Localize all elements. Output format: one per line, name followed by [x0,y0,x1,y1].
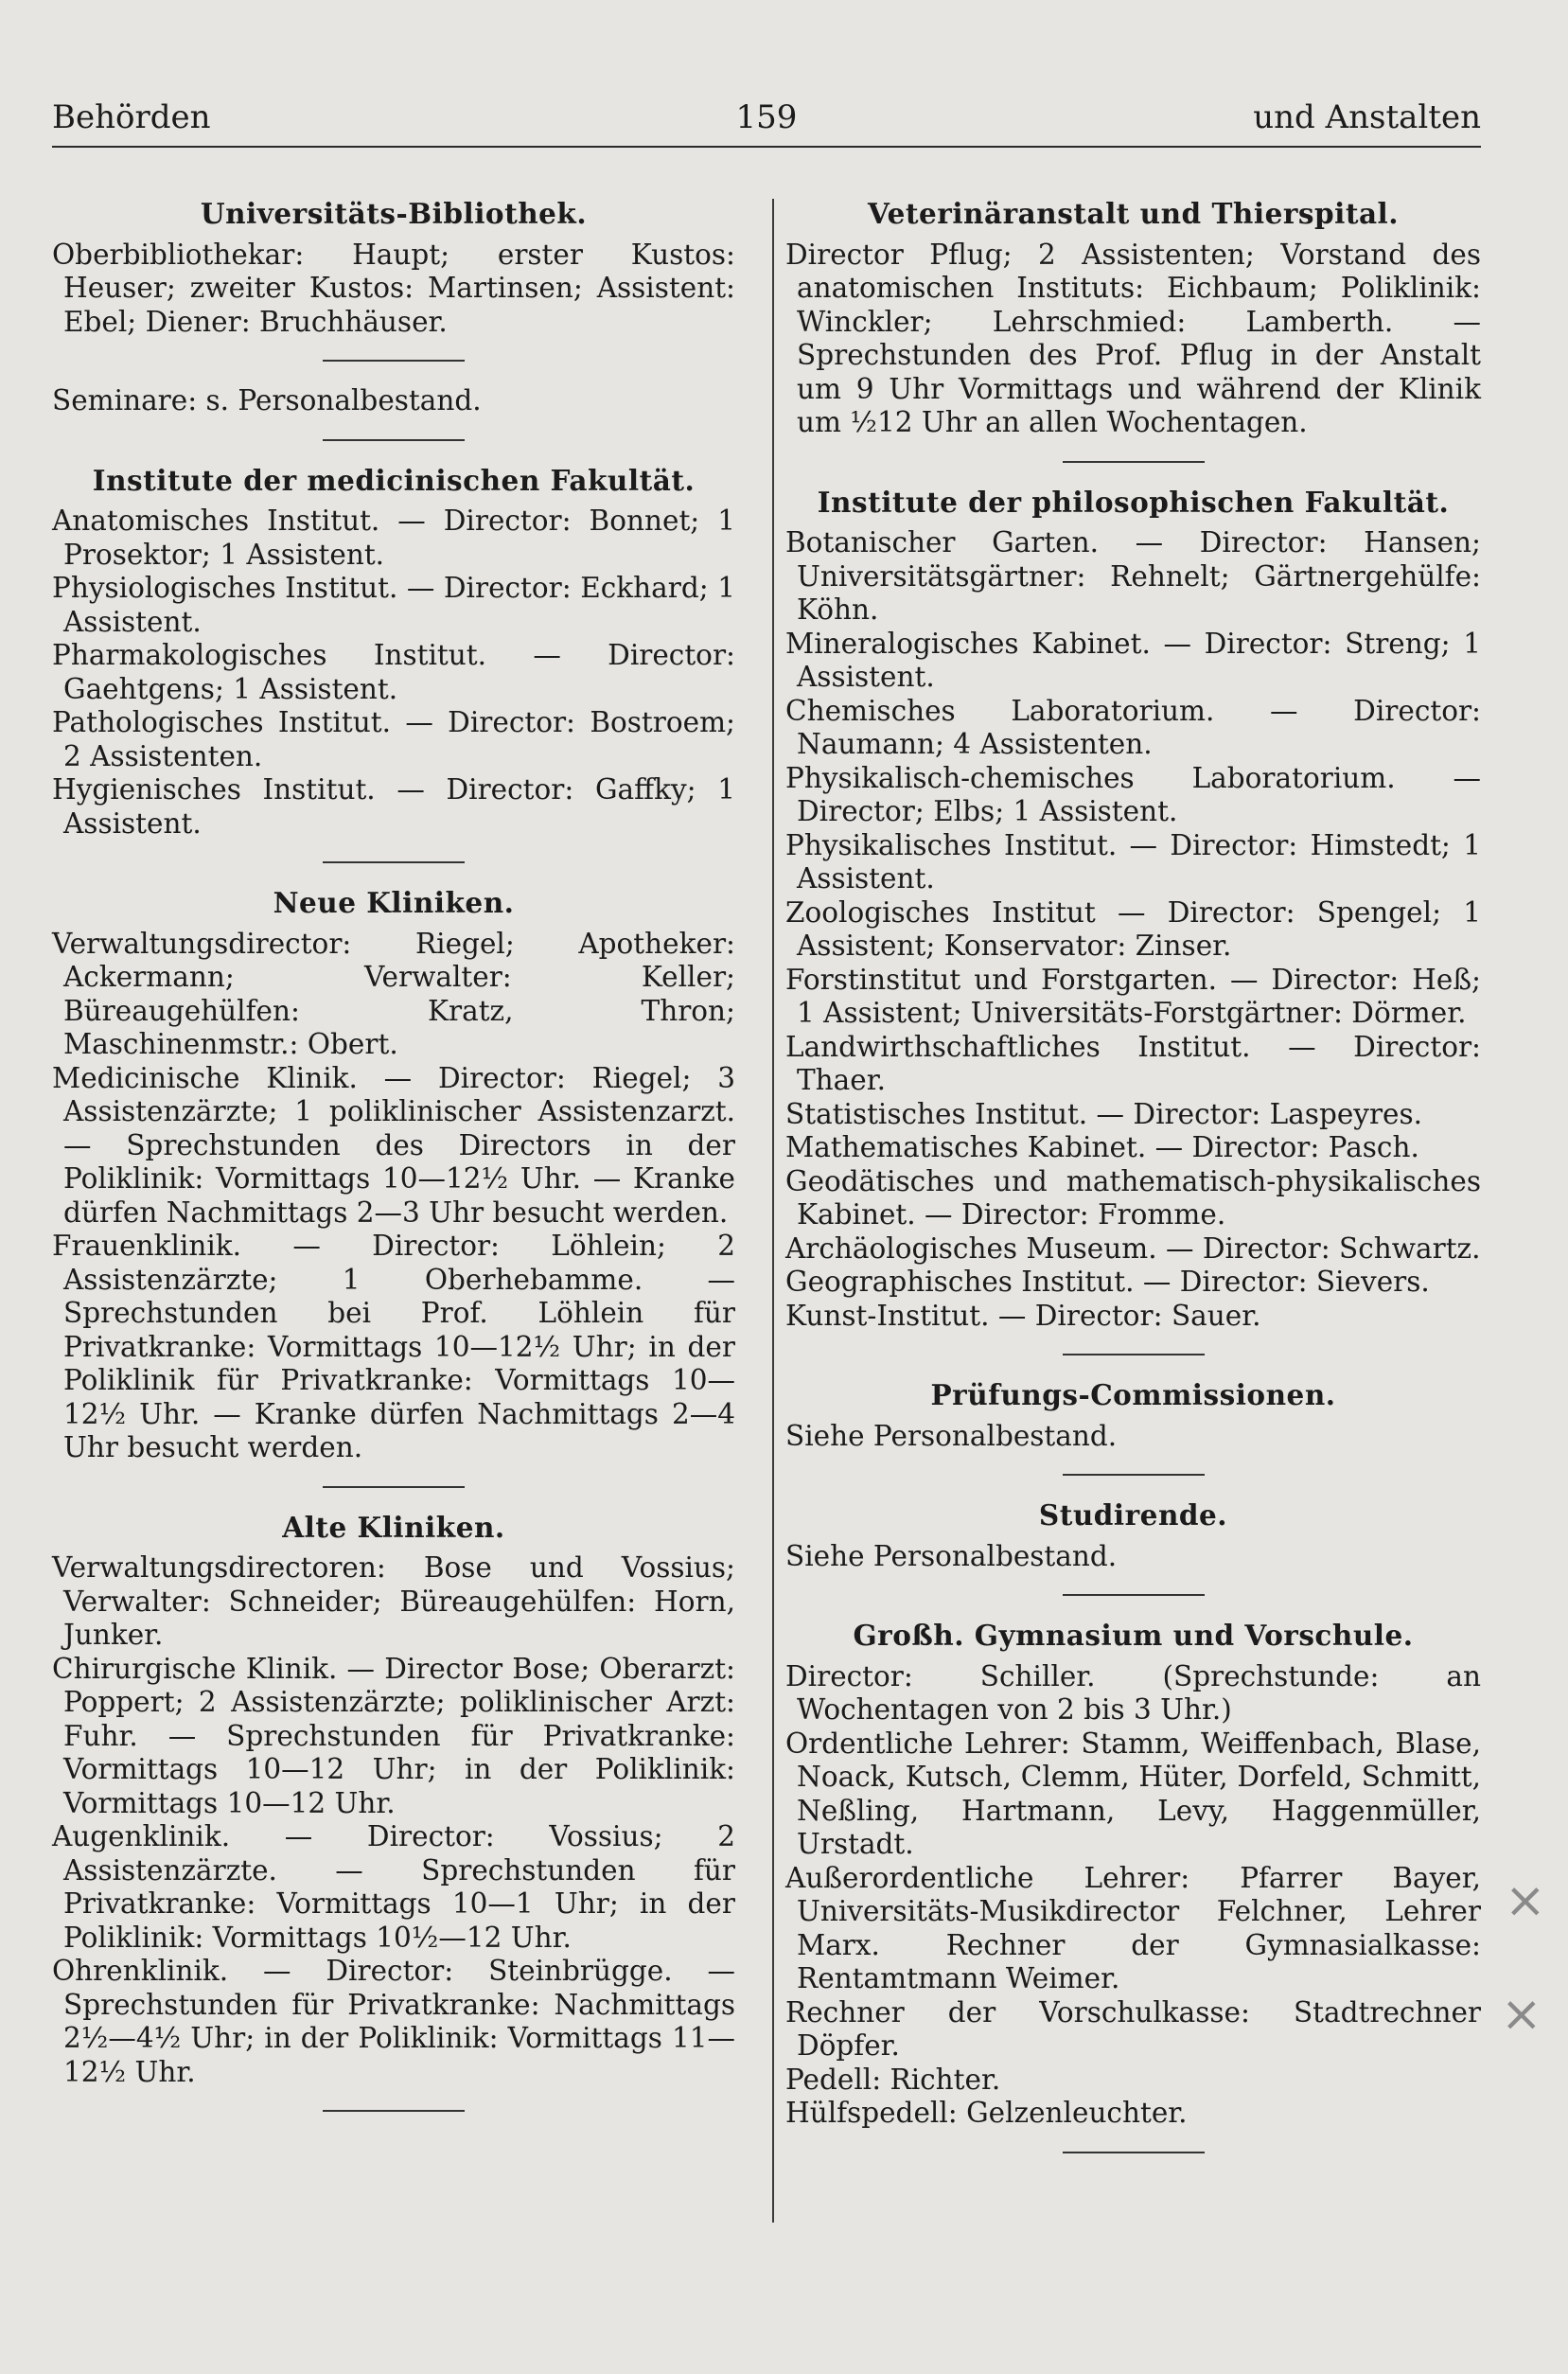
entry-text: Pharmakologisches Institut. — Director: Gaehtgens; 1 Assistent. [52,639,735,705]
margin-mark-2: × [1501,1986,1542,2043]
section-heading: Prüfungs-Commissionen. [930,1378,1336,1411]
entry-text: Zoologisches Institut — Director: Spengel; 1 Assistent; Konservator: Zinser. [785,895,1481,962]
section-heading: Großh. Gymnasium und Vorschule. [853,1619,1414,1652]
entry-text: Chirurgische Klinik. — Director Bose; Oberarzt: Poppert; 2 Assistenzärzte; poliklinischer Arzt: Fuhr. — Sprechstunden für Privatkranke: Vormittags 10—12 Uhr; in der Poliklinik: Vormittags 10—12 Uhr. [52,1652,735,1819]
section-divider [1063,2152,1205,2153]
entry-text: Medicinische Klinik. — Director: Riegel; 3 Assistenzärzte; 1 poliklinischer Assistenzarzt. — Sprechstunden des Directors in der Poliklinik: Vormittags 10—12½ Uhr. — Kranke dürfen Nachmittags 2—3 Uhr besucht werden. [52,1061,735,1229]
entry-text: Director Pflug; 2 Assistenten; Vorstand des anatomischen Instituts: Eichbaum; Poliklinik: Winckler; Lehrschmied: Lamberth. — Sprechstunden des Prof. Pflug in der Anstalt um 9 Uhr Vormittags und während der Klinik um ½12 Uhr an allen Wochentagen. [785,238,1481,438]
entry-text: Augenklinik. — Director: Vossius; 2 Assistenzärzte. — Sprechstunden für Privatkranke: Vormittags 10—1 Uhr; in der Poliklinik: Vormittags 10½—12 Uhr. [52,1820,735,1954]
margin-mark-1: × [1505,1872,1546,1929]
entry-text: Anatomisches Institut. — Director: Bonnet; 1 Prosektor; 1 Assistent. [52,505,735,571]
section-divider [323,360,465,362]
right-column [785,187,1481,2176]
section-heading: Institute der philosophischen Fakultät. [817,485,1450,519]
section-divider [323,439,465,441]
entry-text: Verwaltungsdirectoren: Bose und Vossius; Verwalter: Schneider; Büreaugehülfen: Horn, Junker. [52,1551,735,1651]
section-divider [1063,1474,1205,1476]
entry-text: Mathematisches Kabinet. — Director: Pasch. [785,1131,1419,1163]
entry-text: Forstinstitut und Forstgarten. — Director: Heß; 1 Assistent; Universitäts-Forstgärtner: Dörmer. [785,963,1481,1029]
entry-text: Pedell: Richter. [785,2063,1001,2096]
entry-text: Pathologisches Institut. — Director: Bostroem; 2 Assistenten. [52,706,735,772]
section-divider [1063,461,1205,463]
entry-text: Frauenklinik. — Director: Löhlein; 2 Assistenzärzte; 1 Oberhebamme. — Sprechstunden bei Prof. Löhlein für Privatkranke: Vormittags 10—12½ Uhr; in der Poliklinik für Privatkranke: Vormittags 10—12½ Uhr. — Kranke dürfen Nachmittags 2—4 Uhr besucht werden. [52,1230,735,1463]
column-divider [772,199,774,2223]
section-divider [323,1486,465,1488]
entry-text: Ohrenklinik. — Director: Steinbrügge. — Sprechstunden für Privatkranke: Nachmittags 2½—4½ Uhr; in der Poliklinik: Vormittags 11—12½ Uhr. [52,1955,735,2088]
entry-text: Chemisches Laboratorium. — Director: Naumann; 4 Assistenten. [785,694,1481,760]
entry-text: Physiologisches Institut. — Director: Eckhard; 1 Assistent. [52,572,735,638]
entry-text: Kunst-Institut. — Director: Sauer. [785,1299,1261,1332]
entry-text: Physikalisch-chemisches Laboratorium. — Director; Elbs; 1 Assistent. [785,761,1481,827]
left-column [52,187,735,2135]
section-divider [323,861,465,863]
entry-text: Außerordentliche Lehrer: Pfarrer Bayer, Universitäts-Musikdirector Felchner, Lehrer Marx. Rechner der Gymnasialkasse: Rentamtmann Weimer. [785,1861,1481,1994]
entry-text: Rechner der Vorschulkasse: Stadtrechner Döpfer. [785,1995,1481,2062]
entry-text: Landwirthschaftliches Institut. — Director: Thaer. [785,1030,1481,1096]
section-heading: Studirende. [1038,1498,1228,1532]
entry-text: Geographisches Institut. — Director: Sievers. [785,1266,1430,1298]
section-divider [323,2110,465,2112]
entry-text: Seminare: s. Personalbestand. [52,384,482,416]
entry-text: Oberbibliothekar: Haupt; erster Kustos: Heuser; zweiter Kustos: Martinsen; Assistent: Ebel; Diener: Bruchhäuser. [52,238,735,338]
page-header [52,98,1481,148]
section-heading: Neue Kliniken. [273,886,515,919]
section-divider [1063,1354,1205,1355]
page-number: 159 [735,98,798,136]
entry-text: Siehe Personalbestand. [785,1419,1118,1452]
entry-text: Verwaltungsdirector: Riegel; Apotheker: Ackermann; Verwalter: Keller; Büreaugehülfen: Kratz, Thron; Maschinenmstr.: Obert. [52,927,735,1060]
entry-text: Botanischer Garten. — Director: Hansen; Universitätsgärtner: Rehnelt; Gärtnergehülfe: Köhn. [785,526,1481,626]
entry-text: Mineralogisches Kabinet. — Director: Streng; 1 Assistent. [785,627,1481,693]
entry-text: Ordentliche Lehrer: Stamm, Weiffenbach, Blase, Noack, Kutsch, Clemm, Hüter, Dorfeld, Schmitt, Neßling, Hartmann, Levy, Haggenmüller, Urstadt. [785,1727,1481,1860]
header-left: Behörden [52,98,211,136]
section-heading: Universitäts-Bibliothek. [200,197,588,230]
entry-text: Siehe Personalbestand. [785,1539,1118,1572]
entry-text: Director: Schiller. (Sprechstunde: an Wochentagen von 2 bis 3 Uhr.) [785,1659,1481,1726]
entry-text: Physikalisches Institut. — Director: Himstedt; 1 Assistent. [785,828,1481,895]
entry-text: Hygienisches Institut. — Director: Gaffky; 1 Assistent. [52,773,735,840]
section-divider [1063,1594,1205,1596]
entry-text: Geodätisches und mathematisch-physikalisches Kabinet. — Director: Fromme. [785,1164,1481,1231]
header-right: und Anstalten [1253,98,1481,136]
section-heading: Veterinäranstalt und Thierspital. [867,197,1400,230]
entry-text: Hülfspedell: Gelzenleuchter. [785,2097,1188,2129]
entry-text: Statistisches Institut. — Director: Laspeyres. [785,1097,1423,1130]
section-heading: Institute der medicinischen Fakultät. [92,463,696,497]
section-heading: Alte Kliniken. [282,1510,505,1544]
entry-text: Archäologisches Museum. — Director: Schwartz. [785,1231,1481,1265]
